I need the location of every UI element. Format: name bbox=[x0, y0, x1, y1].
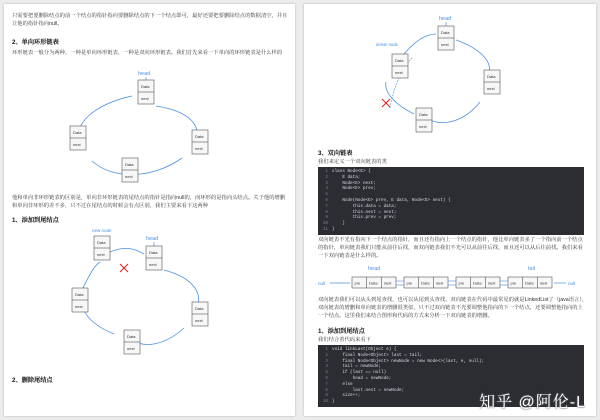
svg-text:Data: Data bbox=[441, 30, 450, 35]
line-number: 8 bbox=[325, 387, 328, 393]
line-text: head = newNode; bbox=[332, 375, 392, 381]
new-node-label: new node bbox=[92, 228, 112, 233]
line-text: final Node<Object> newNode = new Node<>(last, e, null); bbox=[332, 358, 485, 364]
svg-text:next: next bbox=[149, 262, 157, 267]
svg-text:next: next bbox=[487, 86, 495, 91]
svg-text:Data: Data bbox=[141, 84, 150, 89]
svg-text:next: next bbox=[487, 280, 496, 286]
line-number: 1 bbox=[325, 347, 328, 352]
svg-text:Data: Data bbox=[395, 58, 404, 63]
left-page bbox=[4, 4, 295, 416]
head-label: head bbox=[439, 16, 452, 22]
doubly-node bbox=[456, 277, 500, 288]
code-block-node-class bbox=[318, 167, 584, 235]
delete-node bbox=[392, 54, 408, 78]
svg-text:next: next bbox=[141, 96, 149, 101]
paragraph-doubly-operations: 双向链表我们可以从头到尾查找，也可以从尾到头查找，双向链表在代码中最常见的就是LinkedList了（java语言），双向链表的增删和单向链表的增删很类似，只不过双向链表不光要调整他指向的下一个结点，还要调整他指向的上一个结点。这里我们来结合图形和代码的方式来分析一下双向链表的增删。 bbox=[318, 297, 588, 319]
node-4 bbox=[72, 288, 88, 312]
line-text: this.prev = prev; bbox=[332, 215, 397, 221]
node-1 bbox=[138, 80, 154, 104]
svg-text:Data: Data bbox=[149, 250, 158, 255]
svg-text:next: next bbox=[125, 174, 133, 179]
line-number: 8 bbox=[325, 209, 328, 215]
line-number: 10 bbox=[322, 399, 328, 405]
line-text: class Node<E> { bbox=[332, 169, 371, 174]
line-number: 5 bbox=[325, 192, 328, 198]
paragraph-delete-explanation: 只需要把要删除结点的前一个结点的指针指向要删除结点的下一个结点即可，最好还要把要删除结点的数据清空，并且让他的指针指向null。 bbox=[12, 13, 288, 27]
node-2 bbox=[192, 302, 208, 326]
code-line bbox=[318, 227, 584, 233]
heading-add-tail-doubly: 1、添加到尾结点 bbox=[318, 328, 365, 335]
svg-text:Data: Data bbox=[369, 280, 378, 286]
delete-tail-diagram bbox=[304, 4, 596, 134]
line-text: this.data = data; bbox=[332, 203, 397, 209]
line-text: if (last == null) bbox=[332, 370, 387, 376]
line-number: 3 bbox=[325, 180, 328, 186]
line-number: 10 bbox=[322, 221, 328, 227]
line-text: final Node<Object> last = tail; bbox=[332, 352, 423, 358]
line-text: size++; bbox=[332, 393, 361, 399]
line-text: } bbox=[332, 221, 345, 227]
heading-doubly-linked: 3、双向链表 bbox=[318, 150, 353, 157]
line-number: 11 bbox=[322, 226, 328, 232]
tail-label: tail bbox=[528, 266, 536, 272]
svg-text:Data: Data bbox=[525, 280, 534, 286]
line-number: 6 bbox=[325, 197, 328, 203]
svg-text:Data: Data bbox=[127, 334, 136, 339]
line-text: E data; bbox=[332, 174, 361, 180]
paragraph-circular-difference: 他和单向非环形链表的区别是，单向非环形链表的尾结点的指针是指向null的，而环形的是指向头结点。关于他的增删和单向非环形的差不多，只不过在尾结点的时候会有点区别，我们主要来看下这两种 bbox=[12, 195, 286, 209]
node-3 bbox=[124, 330, 140, 354]
svg-text:next: next bbox=[539, 280, 548, 286]
svg-text:pre: pre bbox=[510, 280, 517, 286]
line-text: Node(Node<E> prev, E data, Node<E> next) { bbox=[332, 197, 451, 203]
svg-text:Data: Data bbox=[487, 74, 496, 79]
new-node bbox=[94, 236, 110, 260]
paragraph-doubly-explanation: 双向链表不光有指向下一个结点的指针，而且还有指向上一个结点的指针，他比单向链表多了一个指向前一个结点的指针，单向链表我们只能从前往后找，而双向链表我们不光可以从前往后找，而且还可以从后往前找。我们来看一下双向链表是什么样的。 bbox=[318, 237, 583, 259]
line-number: 2 bbox=[325, 174, 328, 180]
svg-text:pre: pre bbox=[406, 280, 413, 286]
svg-text:Data: Data bbox=[421, 280, 430, 286]
svg-text:next: next bbox=[75, 304, 83, 309]
svg-text:next: next bbox=[127, 346, 135, 351]
svg-text:next: next bbox=[73, 142, 81, 147]
singly-circular-diagram bbox=[4, 66, 295, 194]
doubly-node bbox=[352, 277, 396, 288]
doubly-linked-diagram bbox=[304, 262, 596, 292]
heading-singly-circular: 2、单向环形链表 bbox=[12, 39, 59, 46]
line-number: 7 bbox=[325, 203, 328, 209]
svg-text:Data: Data bbox=[195, 134, 204, 139]
node-3 bbox=[416, 108, 432, 132]
svg-text:next: next bbox=[97, 252, 105, 257]
svg-text:pre: pre bbox=[354, 280, 361, 286]
paragraph-define-class: 我们来定义一个双向链表的类 bbox=[318, 159, 387, 165]
line-number: 9 bbox=[325, 393, 328, 399]
svg-text:next: next bbox=[419, 124, 427, 129]
svg-text:Data: Data bbox=[75, 292, 84, 297]
node-4 bbox=[70, 126, 86, 150]
heading-add-to-tail: 1、添加到尾结点 bbox=[12, 217, 59, 224]
line-text: } bbox=[332, 226, 335, 232]
cross-mark bbox=[382, 99, 390, 107]
right-page bbox=[304, 4, 596, 416]
line-number: 2 bbox=[325, 352, 328, 358]
line-text: void linkLast(Object e) { bbox=[332, 347, 397, 352]
doubly-node bbox=[404, 277, 448, 288]
svg-text:Data: Data bbox=[73, 130, 82, 135]
line-text: this.next = next; bbox=[332, 209, 397, 215]
line-text: last.next = newNode; bbox=[332, 387, 405, 393]
line-number: 9 bbox=[325, 215, 328, 221]
head-label: head bbox=[138, 71, 151, 77]
svg-text:next: next bbox=[383, 280, 392, 286]
node-3 bbox=[122, 158, 138, 182]
svg-text:pre: pre bbox=[458, 280, 465, 286]
svg-text:Data: Data bbox=[125, 162, 134, 167]
delete-node-label: delete node bbox=[376, 42, 398, 47]
line-text: else bbox=[332, 381, 353, 387]
svg-text:next: next bbox=[195, 318, 203, 323]
node-1 bbox=[438, 26, 454, 50]
head-label: head bbox=[146, 236, 159, 242]
heading-delete-tail: 2、删除尾结点 bbox=[12, 377, 53, 384]
head-label: head bbox=[368, 266, 381, 272]
paragraph-circular-intro: 环形链表一般分为两种，一种是单向环形链表，一种是双向环形链表。我们首先来看一下单向的环形链表是什么样的 bbox=[12, 50, 283, 56]
line-text: } bbox=[332, 399, 335, 405]
line-number: 1 bbox=[325, 169, 328, 174]
line-number: 5 bbox=[325, 370, 328, 376]
line-number: 4 bbox=[325, 364, 328, 370]
svg-text:next: next bbox=[195, 146, 203, 151]
line-number: 7 bbox=[325, 381, 328, 387]
svg-text:next: next bbox=[395, 70, 403, 75]
line-text: tail = newNode; bbox=[332, 364, 381, 370]
svg-text:Data: Data bbox=[195, 306, 204, 311]
node-1 bbox=[146, 246, 162, 270]
line-number: 4 bbox=[325, 186, 328, 192]
svg-text:Data: Data bbox=[473, 280, 482, 286]
line-text: Node<E> prev; bbox=[332, 186, 376, 192]
null-left: null bbox=[318, 281, 326, 286]
node-2 bbox=[484, 70, 500, 94]
svg-text:Data: Data bbox=[97, 240, 106, 245]
line-number: 3 bbox=[325, 358, 328, 364]
line-number: 6 bbox=[325, 375, 328, 381]
watermark: 知乎 @阿伦-L bbox=[479, 394, 586, 411]
svg-text:next: next bbox=[441, 42, 449, 47]
node-2 bbox=[192, 130, 208, 154]
paragraph-with-code: 我们结合着代码来看下 bbox=[318, 337, 371, 343]
doubly-node bbox=[508, 277, 552, 288]
svg-text:Data: Data bbox=[419, 112, 428, 117]
svg-text:next: next bbox=[435, 280, 444, 286]
add-tail-diagram bbox=[4, 222, 295, 366]
line-text: Node<E> next; bbox=[332, 180, 376, 186]
cross-mark bbox=[120, 264, 128, 272]
null-right: null bbox=[568, 281, 576, 286]
